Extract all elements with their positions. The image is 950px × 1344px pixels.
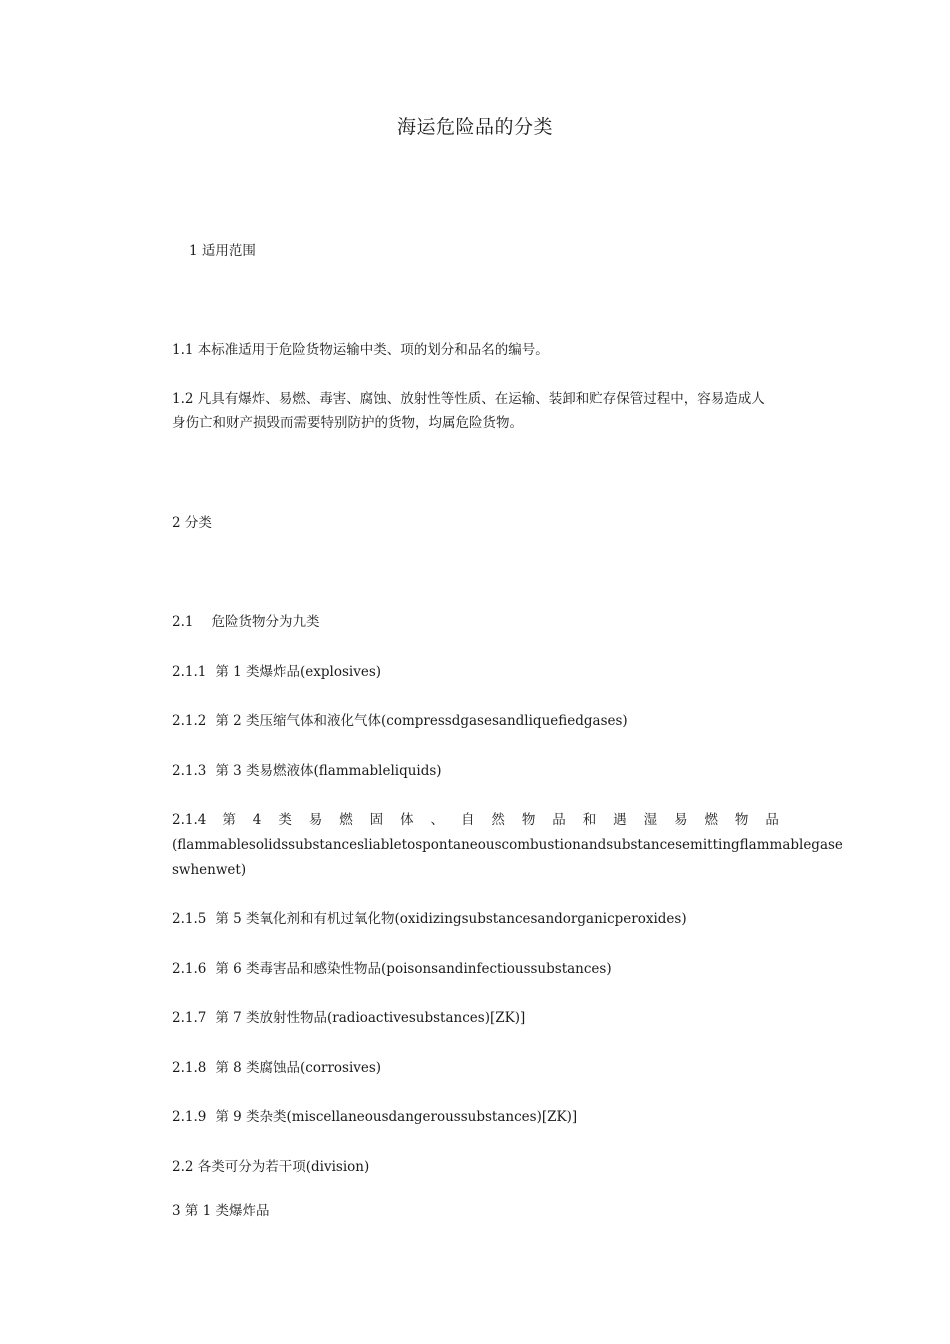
class-item-4-line-3: swhenwet) [172, 862, 247, 878]
justified-glyph: 品 [765, 812, 779, 828]
justified-glyph: 易 [674, 812, 688, 828]
paragraph-2-1-number: 2.1 [172, 614, 194, 630]
justified-glyph: 燃 [704, 812, 718, 828]
class-item-number: 2.1.5 [172, 911, 207, 927]
justified-glyph: 4 [252, 812, 262, 828]
justified-glyph: 、 [430, 812, 445, 828]
class-item-1 [172, 660, 779, 684]
paragraph-1-2-line-1: 1.2 凡具有爆炸、易燃、毒害、腐蚀、放射性等性质、在运输、装卸和贮存保管过程中，容易造成人 [172, 391, 765, 407]
class-item-text: 第 6 类毒害品和感染性物品(poisonsandinfectioussubstances) [215, 961, 612, 977]
class-item-number: 2.1.3 [172, 763, 207, 779]
justified-glyph: 物 [521, 812, 536, 828]
justified-glyph: 易 [308, 812, 323, 828]
justified-glyph: 物 [734, 812, 749, 828]
justified-glyph: 湿 [643, 812, 658, 828]
document-title: 海运危险品的分类 [396, 116, 553, 138]
section-3-heading: 3 第 1 类爆炸品 [172, 1203, 270, 1219]
paragraph-2-1-text: 危险货物分为九类 [211, 614, 320, 630]
class-item-text: 第 7 类放射性物品(radioactivesubstances)[ZK)] [215, 1010, 526, 1026]
class-item-8 [172, 1056, 779, 1080]
class-item-4-line-1 [172, 808, 779, 832]
class-item-5 [172, 907, 779, 931]
class-item-2 [172, 709, 779, 733]
class-item-text: 第 2 类压缩气体和液化气体(compressdgasesandliquefiedgases) [215, 713, 628, 729]
class-item-number: 2.1.4 [172, 812, 207, 828]
class-item-text: 第 5 类氧化剂和有机过氧化物(oxidizingsubstancesandorganicperoxides) [215, 911, 687, 927]
justified-glyph: 自 [460, 812, 475, 828]
class-item-text: 第 3 类易燃液体(flammableliquids) [215, 763, 442, 779]
justified-glyph: 类 [278, 812, 292, 828]
paragraph-1-1: 1.1 本标准适用于危险货物运输中类、项的划分和品名的编号。 [172, 342, 549, 358]
class-item-text: 第 8 类腐蚀品(corrosives) [215, 1060, 382, 1076]
class-item-number: 2.1.9 [172, 1109, 207, 1125]
justified-glyph: 燃 [339, 812, 353, 828]
class-item-number: 2.1.6 [172, 961, 207, 977]
class-item-7 [172, 1006, 779, 1030]
class-item-number: 2.1.8 [172, 1060, 207, 1076]
justified-glyph: 然 [491, 812, 505, 828]
justified-glyph: 第 [222, 812, 236, 828]
justified-glyph: 固 [369, 812, 384, 828]
class-item-text: 第 9 类杂类(miscellaneousdangeroussubstances)[ZK)] [215, 1109, 578, 1125]
class-item-3 [172, 759, 779, 783]
class-item-4-justified [172, 808, 779, 832]
class-item-number: 2.1.2 [172, 713, 207, 729]
class-item-6 [172, 957, 779, 981]
class-item-number: 2.1.1 [172, 664, 207, 680]
justified-glyph: 和 [582, 812, 597, 828]
class-item-text [222, 808, 779, 832]
class-item-4-line-2: (flammablesolidssubstancesliabletospontaneouscombustionandsubstancesemittingflammablegase [172, 837, 843, 853]
justified-glyph: 体 [400, 812, 414, 828]
paragraph-2-1 [172, 610, 779, 634]
section-1-heading: 1 适用范围 [189, 243, 256, 259]
class-item-number: 2.1.7 [172, 1010, 207, 1026]
section-2-heading: 2 分类 [172, 515, 212, 531]
paragraph-2-2: 2.2 各类可分为若干项(division) [172, 1159, 370, 1175]
class-item-text: 第 1 类爆炸品(explosives) [215, 664, 382, 680]
class-item-9 [172, 1105, 779, 1129]
justified-glyph: 品 [552, 812, 566, 828]
paragraph-1-2-line-2: 身伤亡和财产损毁而需要特别防护的货物，均属危险货物。 [172, 415, 523, 431]
justified-glyph: 遇 [613, 812, 627, 828]
